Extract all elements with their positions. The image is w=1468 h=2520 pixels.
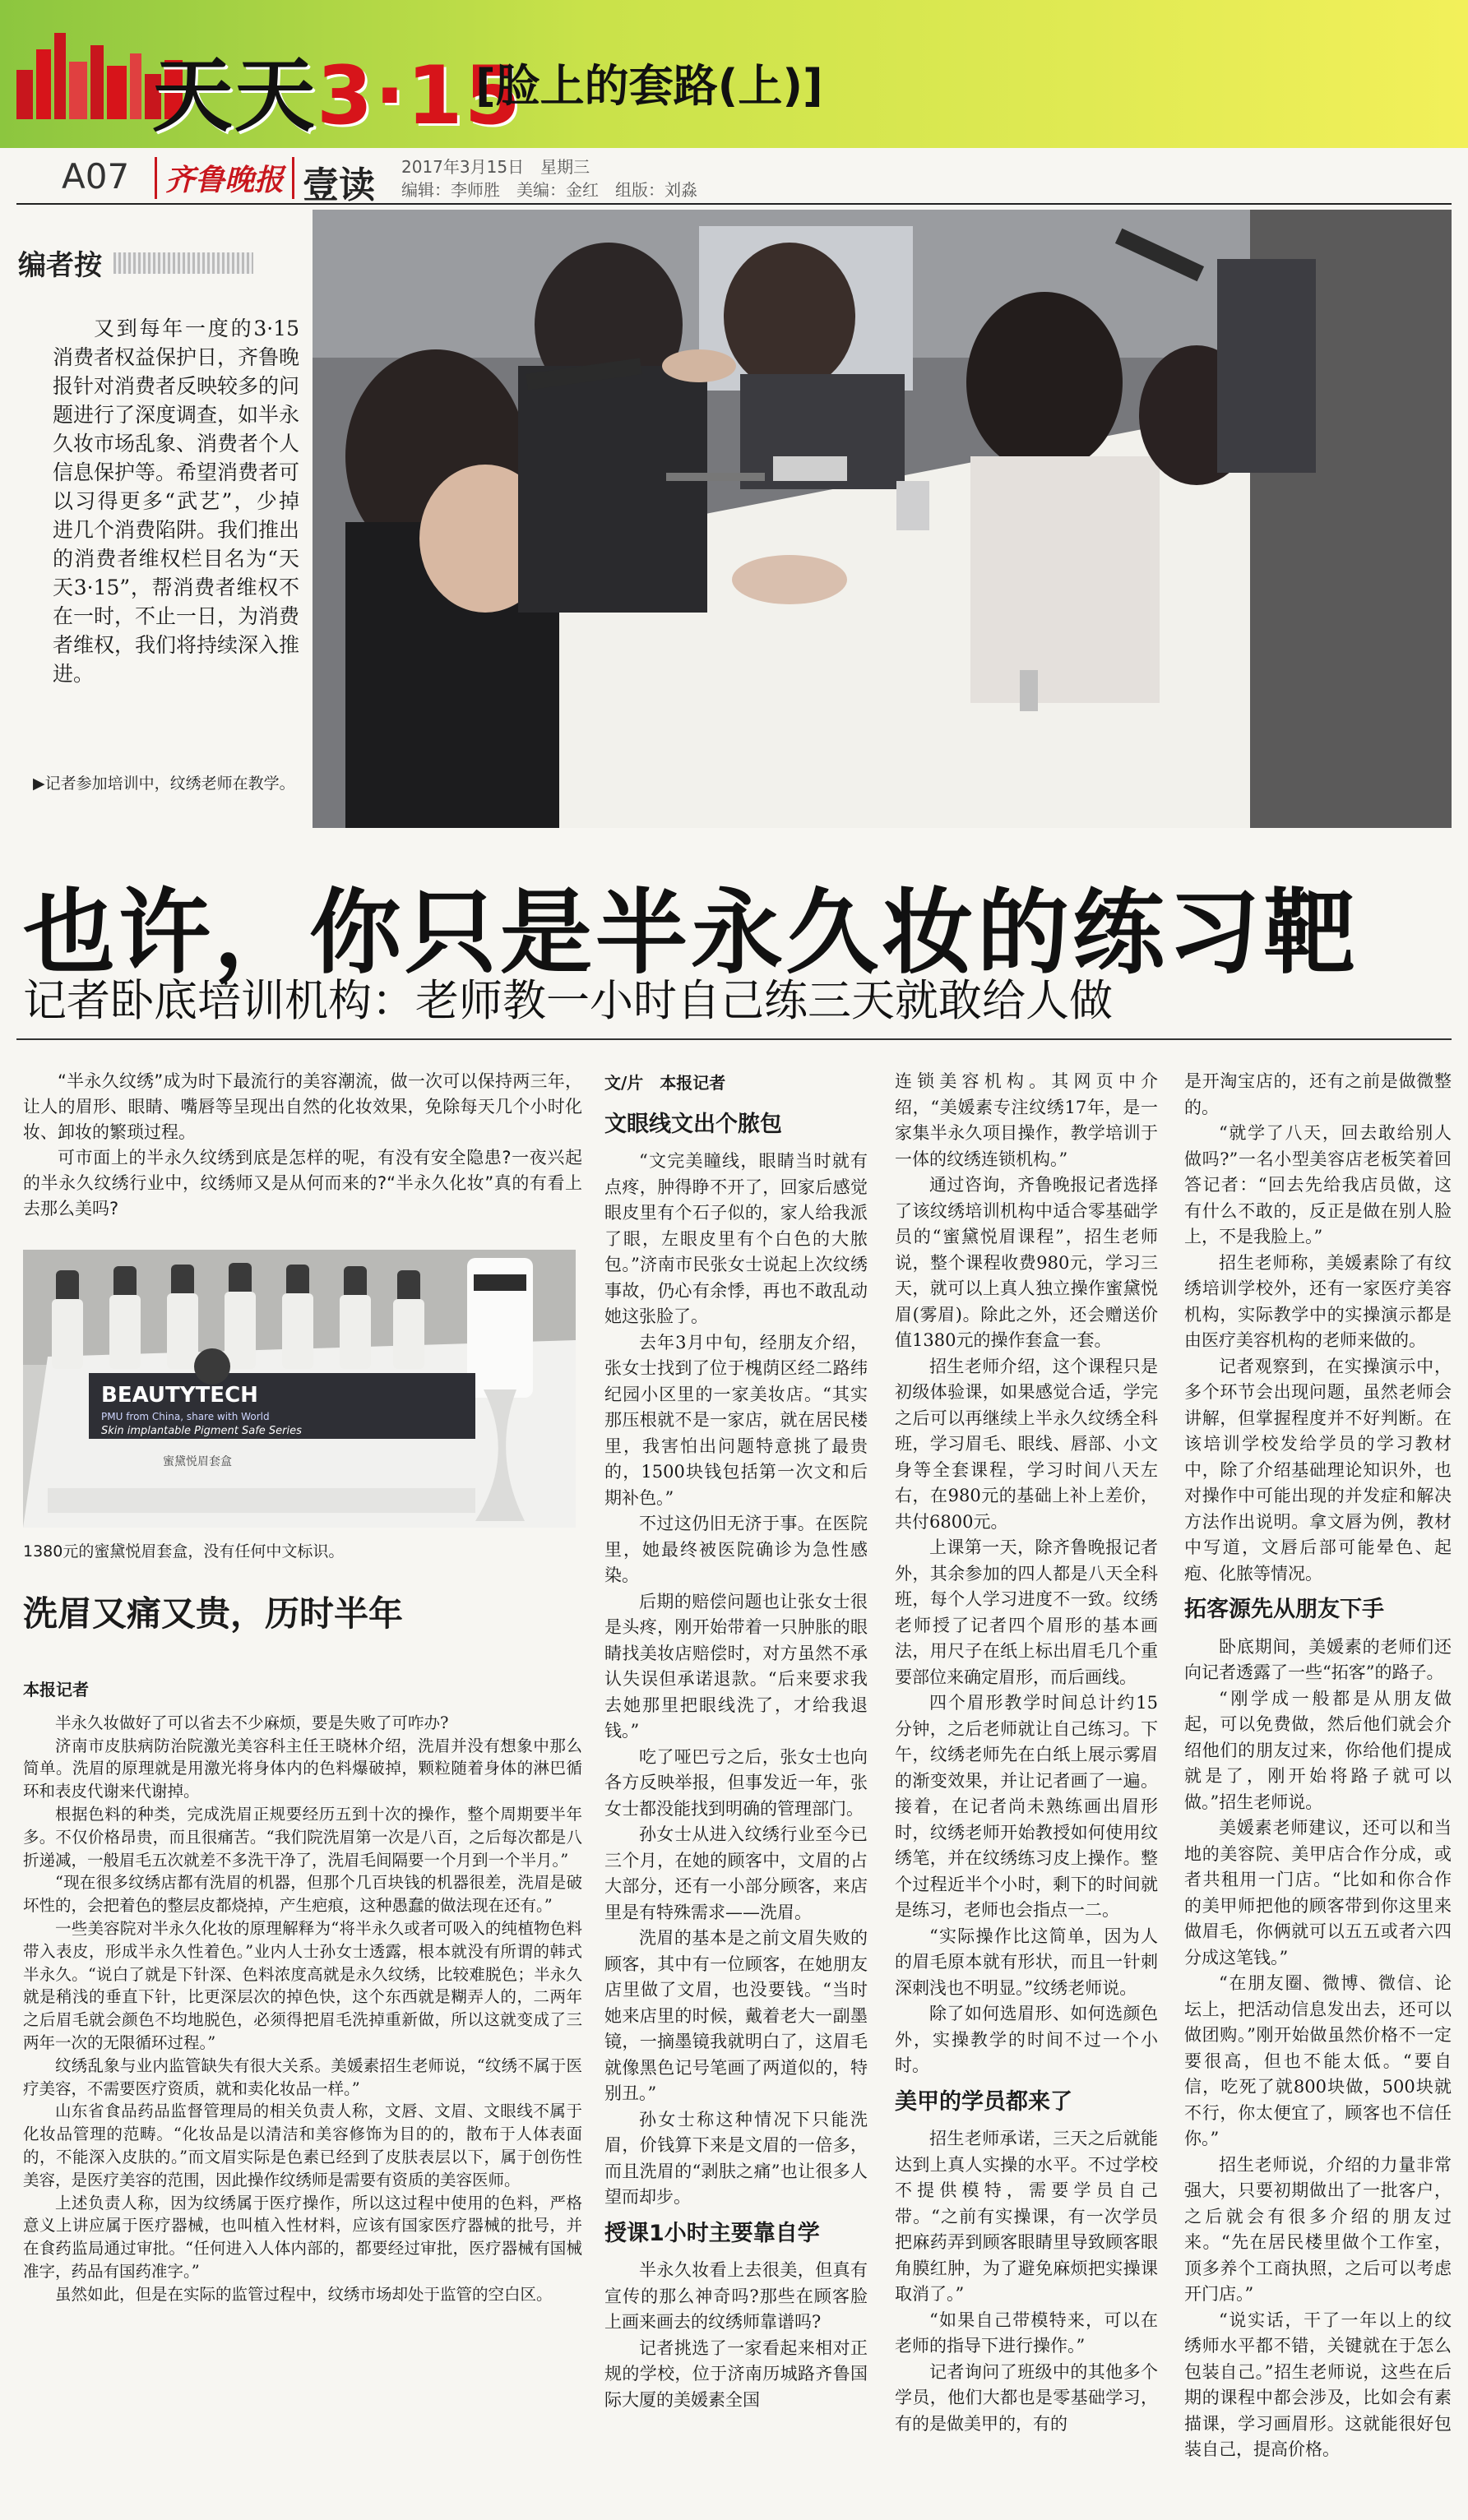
- lead-paragraph: “半永久纹绣”成为时下最流行的美容潮流，做一次可以保持两三年，让人的眉形、眼睛、嘴唇等呈现出自然的化妆效果，免除每天几个小时化妆、卸妆的繁琐过程。: [23, 1071, 582, 1142]
- editor-note-label: 编者按: [18, 243, 310, 283]
- paragraph: 招生老师称，美媛素除了有纹绣培训学校外，还有一家医疗美容机构，实际教学中的实操演示都是由医疗美容机构的老师来做的。: [1184, 1252, 1452, 1350]
- brand-name: BEAUTYTECH: [101, 1383, 258, 1408]
- paragraph: 记者观察到，在实操演示中，多个环节会出现问题，虽然老师会讲解，但掌握程度并不好判断。在该培训学校发给学员的学习教材中，除了介绍基础理论知识外，也对操作中可能出现的并发症和解决方法作出说明。拿文唇为例，教材中写道，文唇后部可能晕色、起疱、化脓等情况。: [1184, 1356, 1452, 1584]
- banner-title-black: 天天: [152, 49, 317, 143]
- photo-caption-main: ▶记者参加培训中，纹绣老师在教学。: [33, 774, 295, 793]
- paragraph: 洗眉的基本是之前文眉失败的顾客，其中有一位顾客，在她朋友店里做了文眉，也没要钱。“当时她来店里的时候，戴着老大一副墨镜，一摘墨镜我就明白了，这眉毛就像黑色记号笔画了两道似的，特别丑。”: [604, 1928, 868, 2103]
- article-column-3: [895, 1069, 1158, 2437]
- paragraph: 半永久妆做好了可以省去不少麻烦，要是失败了可咋办?: [55, 1713, 449, 1732]
- column-banner: [0, 0, 1468, 148]
- brand-series: Skin implantable Pigment Safe Series: [101, 1425, 302, 1437]
- headline-divider: [16, 1038, 1452, 1040]
- paragraph: 孙女士称这种情况下只能洗眉，价钱算下来是文眉的一倍多，而且洗眉的“剥肤之痛”也让很多人望而却步。: [604, 2109, 868, 2207]
- paragraph: 半永久妆看上去很美，但真有宣传的那么神奇吗?那些在顾客脸上画来画去的纹绣师靠谱吗?: [604, 2260, 868, 2332]
- lead-paragraph: 可市面上的半永久纹绣到底是怎样的呢，有没有安全隐患?一夜兴起的半永久纹绣行业中，纹绣师又是从何而来的?“半永久化妆”真的有看上去那么美吗?: [23, 1148, 582, 1218]
- paragraph: 山东省食品药品监督管理局的相关负责人称，文唇、文眉、文眼线不属于化妆品管理的范畴。“化妆品是以清洁和美容修饰为目的的，散布于人体表面的，不能深入皮肤的。”而文眉实际是色素已经到了皮肤表层以下，属于创伤性美容，是医疗美容的范围，因此操作纹绣师是需要有资质的美容医师。: [23, 2102, 582, 2189]
- banner-title: [152, 31, 522, 147]
- training-scene-image: [313, 210, 1452, 828]
- byline: 文/片 本报记者: [604, 1073, 726, 1093]
- section-name: 壹读: [303, 164, 375, 206]
- lead-paragraphs: [23, 1069, 582, 1222]
- paragraph: 招生老师承诺，三天之后就能达到上真人实操的水平。不过学校不提供模特，需要学员自己带。“之前有实操课，有一次学员把麻药弄到顾客眼睛里导致顾客眼角膜红肿，为了避免麻烦把实操课取消了。”: [895, 2129, 1158, 2304]
- paragraph: “在朋友圈、微博、微信、论坛上，把活动信息发出去，还可以做团购。”刚开始做虽然价格不一定要很高，但也不能太低。“要自信，吃死了就800块做，500块就不行，你太便宜了，顾客也不信任你。”: [1184, 1973, 1452, 2148]
- paragraph: 通过咨询，齐鲁晚报记者选择了该纹绣培训机构中适合零基础学员的“蜜黛悦眉课程”，招生老师说，整个课程收费980元，学习三天，就可以上真人独立操作蜜黛悦眉(雾眉)。除此之外，还会赠送价值1380元的操作套盒一套。: [895, 1175, 1158, 1350]
- paragraph: “刚学成一般都是从朋友做起，可以免费做，然后他们就会介绍他们的朋友过来，你给他们提成就是了，刚开始将路子就可以做。”招生老师说。: [1184, 1688, 1452, 1812]
- edition-meta: [401, 155, 697, 201]
- article-column-4: [1184, 1069, 1452, 2463]
- paragraph: 四个眉形教学时间总计约15分钟，之后老师就让自己练习。下午，纹绣老师先在白纸上展示雾眉的渐变效果，并让记者画了一遍。接着，在记者尚未熟练画出眉形时，纹绣老师开始教授如何使用纹绣笔，并在纹绣练习皮上操作。整个过程近半个小时，剩下的时间就是练习，老师也会指点一二。: [895, 1693, 1158, 1920]
- paragraph: “文完美瞳线，眼睛当时就有点疼，肿得睁不开了，回家后感觉眼皮里有个石子似的，家人给我派了眼，左眼皮里有个白色的大脓包。”济南市民张女士说起上次纹绣事故，仍心有余悸，再也不敢乱动她这张脸了。: [604, 1151, 868, 1326]
- paragraph: “就学了八天，回去敢给别人做吗?”一名小型美容店老板笑着回答记者：“回去先给我店员做，这有什么不敢的，反正是做在别人脸上，不是我脸上。”: [1184, 1123, 1452, 1246]
- paragraph: 一些美容院对半永久化妆的原理解释为“将半永久或者可吸入的纯植物色料带入表皮，形成半永久性着色。”业内人士孙女士透露，根本就没有所谓的韩式半永久。“说白了就是下针深、色料浓度高就是永久纹绣，比较难脱色；半永久就是稍浅的垂直下针，比更深层次的掉色快，这个东西就是糊弄人的，二两年之后眉毛就会颜色不均地脱色，必须得把眉毛洗掉重新做，所以这就变成了三两年一次的无限循环过程。”: [23, 1918, 582, 2052]
- subheadline: 记者卧底培训机构：老师教一小时自己练三天就敢给人做: [23, 976, 1113, 1026]
- brand-tagline: PMU from China, share with World: [101, 1411, 270, 1422]
- paragraph: 吃了哑巴亏之后，张女士也向各方反映举报，但事发近一年，张女士都没能找到明确的管理部门。: [604, 1746, 868, 1819]
- paragraph: 是开淘宝店的，还有之前是做微整的。: [1184, 1071, 1452, 1117]
- paragraph: 纹绣乱象与业内监管缺失有很大关系。美媛素招生老师说，“纹绣不属于医疗美容，不需要医疗资质，就和卖化妆品一样。”: [23, 2055, 582, 2098]
- kit-name: 蜜黛悦眉套盒: [163, 1455, 232, 1468]
- section-title-self-study: 授课1小时主要靠自学: [604, 2220, 820, 2246]
- paragraph: 记者询问了班级中的其他多个学员，他们大都也是零基础学习，有的是做美甲的，有的: [895, 2361, 1158, 2434]
- paragraph: 卧底期间，美媛素的老师们还向记者透露了一些“拓客”的路子。: [1184, 1636, 1452, 1682]
- paragraph: “现在很多纹绣店都有洗眉的机器，但那个几百块钱的机器很差，洗眉是破坏性的，会把着色的整层皮都烧掉，产生疤痕，这种愚蠢的做法现在还有。”: [23, 1873, 582, 1916]
- byline: 本报记者: [23, 1680, 89, 1699]
- photo-caption-product: 1380元的蜜黛悦眉套盒，没有任何中文标识。: [23, 1542, 345, 1561]
- banner-title-red: 3·15: [317, 49, 522, 143]
- banner-subtitle: [脸上的套路(上)]: [475, 60, 823, 112]
- headline: 也许，你只是半永久妆的练习靶: [23, 880, 1359, 987]
- eyebrow-kit-image: [23, 1250, 576, 1528]
- paragraph: 去年3月中旬，经朋友介绍，张女士找到了位于槐荫区经二路纬纪园小区里的一家美妆店。“其实那压根就不是一家店，就在居民楼里，我害怕出问题特意挑了最贵的，1500块钱包括第一次文和后期补色。”: [604, 1332, 868, 1508]
- page-number: A07: [62, 156, 130, 197]
- paragraph: 孙女士从进入纹绣行业至今已三个月，在她的顾客中，文眉的占大部分，还有一小部分顾客，来店里是有特殊需求——洗眉。: [604, 1824, 868, 1922]
- decorative-pattern: [113, 252, 253, 274]
- paragraph: 美媛素老师建议，还可以和当地的美容院、美甲店合作分成，或者共租用一门店。“比如和你合作的美甲师把他的顾客带到你这里来做眉毛，你俩就可以五五或者六四分成这笔钱。”: [1184, 1818, 1452, 1967]
- editor-note: [18, 243, 310, 688]
- paragraph: “如果自己带模特来，可以在老师的指导下进行操作。”: [895, 2310, 1158, 2356]
- editor-note-text: 又到每年一度的3·15消费者权益保护日，齐鲁晚报针对消费者反映较多的问题进行了深度调查，如半永久妆市场乱象、消费者个人信息保护等。希望消费者可以习得更多“武艺”，少掉进几个消费陷阱。我们推出的消费者维权栏目名为“天天3·15”，帮消费者维权不在一时，不止一日，为消费者维权，我们将持续深入推进。: [53, 317, 300, 686]
- section-title-eyebrow-removal: 洗眉又痛又贵，历时半年: [23, 1593, 404, 1634]
- section-title-eyeliner: 文眼线文出个脓包: [604, 1111, 782, 1137]
- paragraph: 上述负责人称，因为纹绣属于医疗操作，所以这过程中使用的色料，严格意义上讲应属于医疗器械，也叫植入性材料，应该有国家医疗器械的批号，并在食药监局通过审批。“任何进入人体内部的，都要经过审批，医疗器械有国械准字，药品有国药准字。”: [23, 2193, 582, 2281]
- article-column-1: [23, 1677, 582, 2306]
- section-title-nail-students: 美甲的学员都来了: [895, 2088, 1072, 2115]
- paragraph: 济南市皮肤病防治院激光美容科主任王晓林介绍，洗眉并没有想象中那么简单。洗眉的原理就是用激光将身体内的色料爆破掉，颗粒随着身体的淋巴循环和表皮代谢来代谢掉。: [23, 1736, 582, 1801]
- masthead: [16, 152, 1452, 205]
- article-column-2: [604, 1069, 868, 2413]
- paragraph: “实际操作比这简单，因为人的眉毛原本就有形状，而且一针刺深刺浅也不明显。”纹绣老师说。: [895, 1926, 1158, 1998]
- paragraph: 虽然如此，但是在实际的监管过程中，纹绣市场却处于监管的空白区。: [55, 2284, 553, 2304]
- training-photo: [313, 210, 1452, 828]
- paragraph: 记者挑选了一家看起来相对正规的学校，位于济南历城路齐鲁国际大厦的美媛素全国: [604, 2337, 868, 2410]
- paragraph: 除了如何选眉形、如何选颜色外，实操教学的时间不过一个小时。: [895, 2004, 1158, 2075]
- paragraph: 连锁美容机构。其网页中介绍，“美媛素专注纹绣17年，是一家集半永久项目操作，教学培训于一体的纹绣连锁机构。”: [895, 1071, 1158, 1169]
- paragraph: 根据色料的种类，完成洗眉正规要经历五到十次的操作，整个周期要半年多。不仅价格昂贵，而且很痛苦。“我们院洗眉第一次是八百，之后每次都是八折递减，一般眉毛五次就差不多洗干净了，洗眉毛间隔要一个月到一个半月。”: [23, 1804, 582, 1870]
- newspaper-logo: 齐鲁晚报: [155, 157, 294, 199]
- paragraph: 上课第一天，除齐鲁晚报记者外，其余参加的四人都是八天全科班，每个人学习进度不一致。纹绣老师授了记者四个眉形的基本画法，用尺子在纸上标出眉毛几个重要部位来确定眉形，而后画线。: [895, 1537, 1158, 1687]
- edition-editors: 编辑：李师胜 美编：金红 组版：刘淼: [401, 180, 697, 200]
- paragraph: 后期的赔偿问题也让张女士很是头疼，刚开始带着一只肿胀的眼睛找美妆店赔偿时，对方虽然不承认失误但承诺退款。“后来要求我去她那里把眼线洗了，才给我退钱。”: [604, 1591, 868, 1741]
- paragraph: 招生老师说，介绍的力量非常强大，只要初期做出了一批客户，之后就会有很多介绍的朋友过来。“先在居民楼里做个工作室，顶多养个工商执照，之后可以考虑开门店。”: [1184, 2154, 1452, 2304]
- product-photo: [23, 1250, 576, 1528]
- edition-date: 2017年3月15日 星期三: [401, 157, 590, 177]
- section-title-customer-source: 拓客源先从朋友下手: [1184, 1597, 1384, 1622]
- paragraph: 不过这仍旧无济于事。在医院里，她最终被医院确诊为急性感染。: [604, 1514, 868, 1585]
- paragraph: “说实话，干了一年以上的纹绣师水平都不错，关键就在于怎么包装自己。”招生老师说，这些在后期的课程中都会涉及，比如会有素描课，学习画眉形。这就能很好包装自己，提高价格。: [1184, 2310, 1452, 2459]
- paragraph: 招生老师介绍，这个课程只是初级体验课，如果感觉合适，学完之后可以再继续上半永久纹绣全科班，学习眉毛、眼线、唇部、小文身等全套课程，学习时间八天左右，在980元的基础上补上差价，共付6800元。: [895, 1356, 1158, 1532]
